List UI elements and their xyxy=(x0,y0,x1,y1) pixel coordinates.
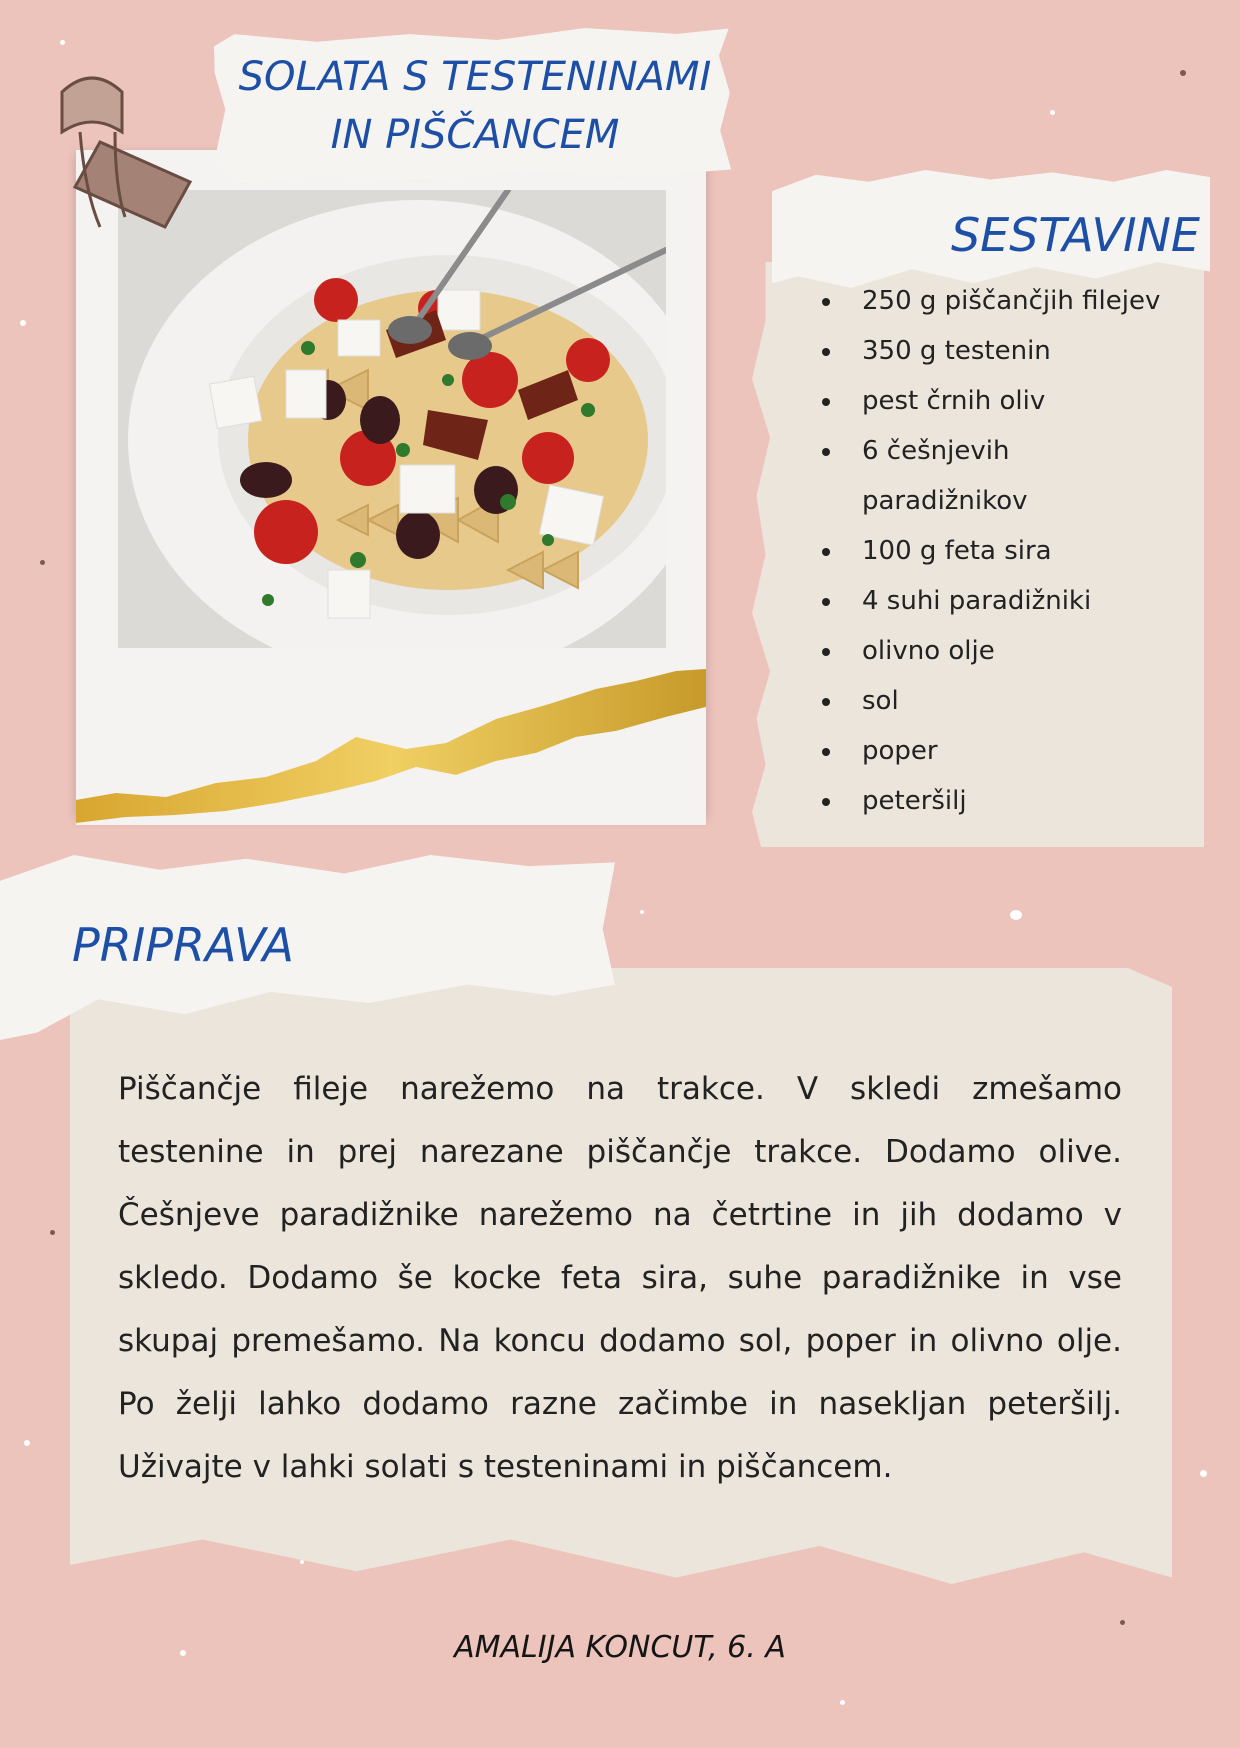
title-line-2: IN PIŠČANCEM xyxy=(330,112,620,158)
gold-glitter-edge xyxy=(76,665,706,825)
title-line-1: SOLATA S TESTENINAMI xyxy=(238,54,712,100)
author-credit: AMALIJA KONCUT, 6. A xyxy=(454,1630,786,1665)
list-item: poper xyxy=(822,726,1182,776)
method-heading: PRIPRAVA xyxy=(72,918,294,972)
ingredients-heading: SESTAVINE xyxy=(950,208,1200,262)
list-item: 100 g feta sira xyxy=(822,526,1182,576)
list-item: 4 suhi paradižniki xyxy=(822,576,1182,626)
list-item: peteršilj xyxy=(822,776,1182,826)
list-item: 6 češnjevih paradižnikov xyxy=(822,426,1182,526)
list-item: 250 g piščančjih filejev xyxy=(822,276,1182,326)
list-item: sol xyxy=(822,676,1182,726)
list-item: 350 g testenin xyxy=(822,326,1182,376)
method-text: Piščančje fileje narežemo na trakce. V skledi zmešamo testenine in prej narezane piščančje trakce. Dodamo olive. Češnjeve paradižnike narežemo na četrtine in jih dodamo v skledo. Dodamo še kocke feta sira, suhe paradižnike in vse skupaj premešamo. Na koncu dodamo sol, poper in olivno olje. Po želji lahko dodamo razne začimbe in nasekljan peteršilj. Uživajte v lahki solati s testeninami in piščancem. xyxy=(118,1071,1122,1485)
salad-photo xyxy=(118,190,666,648)
list-item: olivno olje xyxy=(822,626,1182,676)
ingredients-list xyxy=(822,276,1182,826)
list-item: pest črnih oliv xyxy=(822,376,1182,426)
binder-clip-icon xyxy=(50,72,210,242)
recipe-title xyxy=(230,48,720,164)
